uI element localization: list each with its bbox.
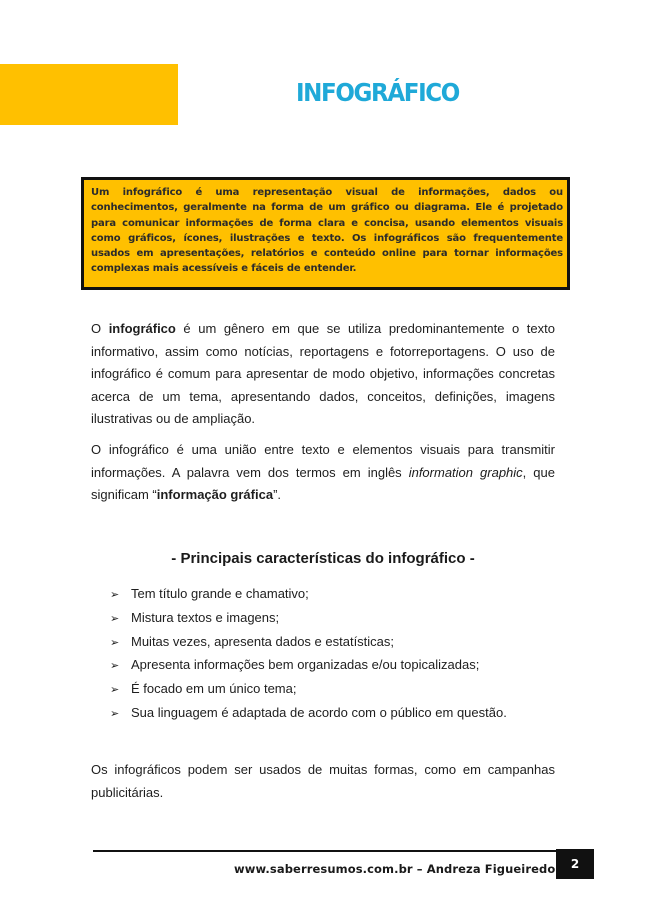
footer-divider [93, 850, 556, 852]
arrow-bullet-icon: ➢ [110, 589, 120, 601]
list-item-text: Muitas vezes, apresenta dados e estatísticas; [131, 633, 395, 649]
section-heading: - Principais características do infográfico - [171, 550, 475, 567]
footer-credit: www.saberresumos.com.br – Andreza Figueiredo [234, 862, 556, 876]
p2-italic: information graphic [408, 464, 523, 480]
p2-pre: O infográfico é uma união entre texto e elementos visuais para transmitir informações. A palavra vem dos termos em inglês [91, 442, 555, 480]
p2-post: ”. [273, 487, 282, 502]
arrow-bullet-icon: ➢ [110, 612, 120, 625]
p1-post: é um gênero em que se utiliza predominantemente o texto informativo, assim como notícias, reportagens e fotorreportagens. O uso de infográfico é comum para apresentar de modo objetivo, informações concretas acerca de um tema, apresentando dados, conceitos, definições, imagens ilustrativas ou de ampliação. [91, 321, 555, 426]
paragraph-usage: Os infográficos podem ser usados de muitas formas, como em campanhas publicitárias. [91, 762, 555, 800]
arrow-bullet-icon: ➢ [110, 684, 120, 697]
features-list [110, 583, 507, 726]
page-title: INFOGRÁFICO [296, 78, 459, 107]
list-item-text: Sua linguagem é adaptada de acordo com o público em questão. [131, 704, 507, 720]
list-item [110, 702, 507, 726]
p1-pre: O [91, 321, 109, 336]
list-item-text: É focado em um único tema; [131, 681, 297, 697]
definition-text: Um infográfico é uma representação visual de informações, dados ou conhecimentos, geralmente na forma de um gráfico ou diagrama. Ele é projetado para comunicar informações de forma clara e concisa, usando elementos visuais como gráficos, ícones, ilustrações e texto. Os infográficos são frequentemente usados em apresentações, relatórios e conteúdo online para tornar informações complexas mais acessíveis e fáceis de entender. [91, 187, 563, 275]
definition-box [81, 177, 570, 290]
p1-bold: infográfico [108, 321, 176, 336]
page-number: 2 [556, 849, 594, 879]
list-item [110, 654, 507, 678]
list-item-text: Apresenta informações bem organizadas e/ou topicalizadas; [131, 657, 480, 673]
list-item [110, 631, 507, 655]
arrow-bullet-icon: ➢ [110, 707, 120, 720]
list-item [110, 583, 507, 607]
list-item [110, 678, 507, 702]
list-item-text: Tem título grande e chamativo; [131, 586, 309, 601]
paragraph-origin [91, 439, 555, 507]
arrow-bullet-icon: ➢ [110, 636, 120, 649]
arrow-bullet-icon: ➢ [110, 660, 120, 673]
p2-bold: informação gráfica [156, 487, 274, 502]
list-item [110, 607, 507, 631]
paragraph-intro [91, 318, 555, 431]
header-accent-bar [0, 64, 178, 125]
p2-mid: , que significam “ [91, 464, 555, 502]
list-item-text: Mistura textos e imagens; [131, 609, 280, 625]
